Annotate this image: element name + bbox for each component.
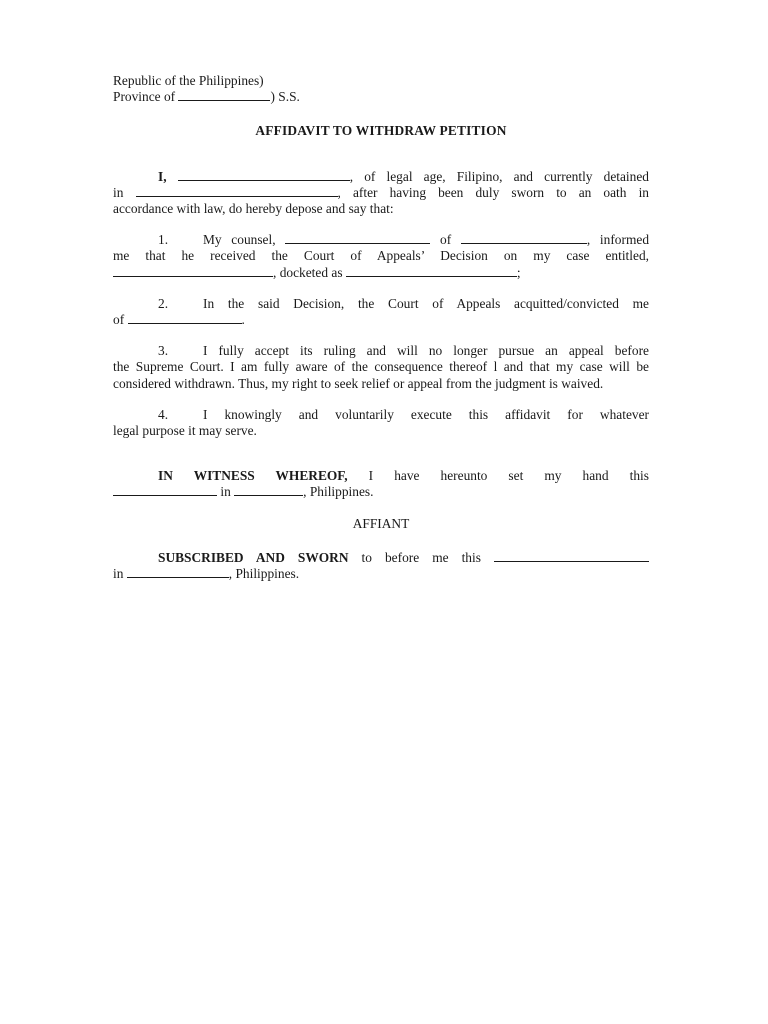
witness-date-blank xyxy=(113,484,217,496)
venue-province: Province of ) S.S. xyxy=(113,89,300,105)
item-4: 4. I knowingly and voluntarily execute this affidavit for whatever legal purpose it may serve. xyxy=(113,406,649,439)
province-blank xyxy=(178,89,270,101)
affiant-name-blank xyxy=(178,169,350,181)
offense-blank xyxy=(128,312,242,324)
counsel-office-blank xyxy=(461,232,587,244)
document-title: AFFIDAVIT TO WITHDRAW PETITION xyxy=(255,123,507,139)
item-1: 1. My counsel, of , informed me that he received the Court of Appeals’ Decision on my case entitled, , docketed as ; xyxy=(113,232,650,280)
intro-paragraph: I, , of legal age, Filipino, and currently detained in , after having been duly sworn to an oath in accordance with law, do hereby depose and say that: xyxy=(113,168,649,217)
venue-republic: Republic of the Philippines) xyxy=(113,73,264,88)
witness-clause: IN WITNESS WHEREOF, I have hereunto set my hand this in , Philippines. xyxy=(113,468,649,500)
docket-number-blank xyxy=(346,265,517,277)
detention-place-blank xyxy=(136,185,338,197)
jurat: SUBSCRIBED AND SWORN to before me this in , Philippines. xyxy=(113,550,649,582)
item-2: 2. In the said Decision, the Court of Appeals acquitted/convicted me of . xyxy=(113,295,649,328)
item-3: 3. I fully accept its ruling and will no longer pursue an appeal before the Supreme Court. I am fully aware of the consequence thereof l and that my case will be considered withdrawn. Thus, my right to seek relief or appeal from the judgment is waived. xyxy=(113,343,649,391)
venue-block xyxy=(113,73,649,105)
witness-place-blank xyxy=(234,484,303,496)
case-title-blank xyxy=(113,265,273,277)
counsel-name-blank xyxy=(285,232,430,244)
affiant-label: AFFIANT xyxy=(352,515,410,531)
jurat-place-blank xyxy=(127,566,229,578)
jurat-date-blank xyxy=(494,550,649,562)
